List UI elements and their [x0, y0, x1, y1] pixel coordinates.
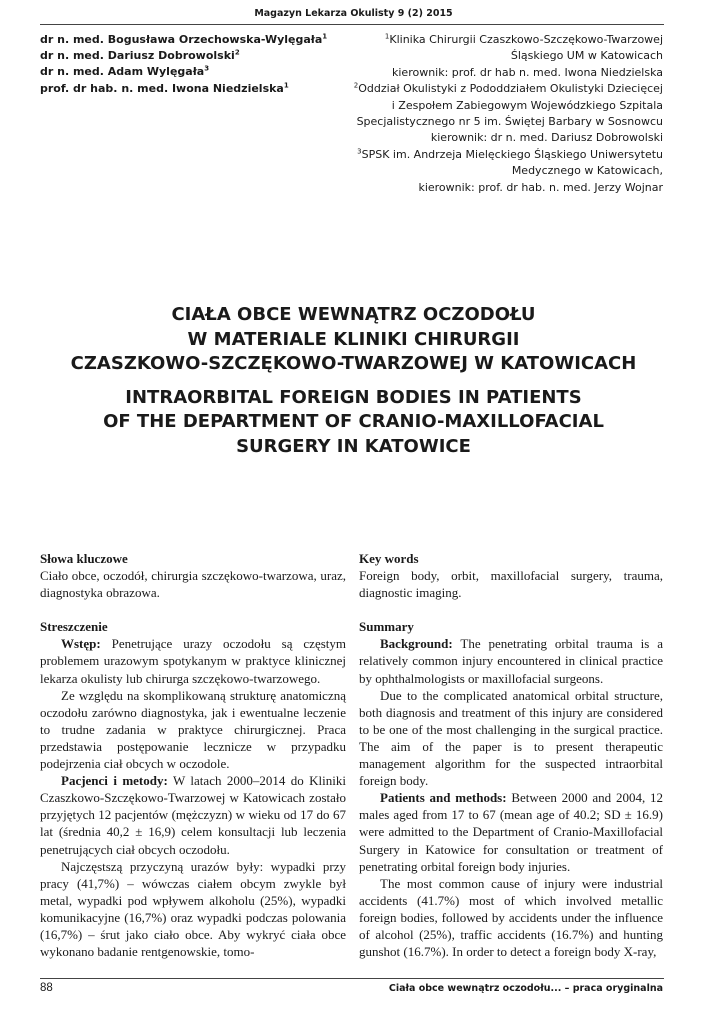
keywords-heading-pl: Słowa kluczowe	[40, 551, 128, 566]
affiliation-line: i Zespołem Zabiegowym Wojewódzkiego Szpitala	[391, 98, 663, 112]
affiliation-list	[333, 32, 663, 196]
summary-heading-en: Summary	[359, 619, 414, 635]
title-pl-line: W MATERIALE KLINIKI CHIRURGII	[187, 328, 520, 350]
english-summary-column	[359, 550, 663, 960]
summary-paragraph: Patients and methods: Between 2000 and 2004, 12 males aged from 17 to 67 (mean age of 40.2; SD ± 16.9) were admitted to the Department of Cranio-Maxillofacial Surgery in Katowice for consultation or treatment of penetrating orbital foreign body injuries.	[359, 790, 663, 874]
title-pl-line: CIAŁA OBCE WEWNĄTRZ OCZODOŁU	[171, 304, 536, 325]
affiliation-line: $^3$SPSK im. Andrzeja Mielęckiego Śląskiego Uniwersytetu	[357, 147, 663, 161]
journal-header: Magazyn Lekarza Okulisty 9 (2) 2015	[254, 8, 453, 19]
author-4: prof. dr hab. n. med. Iwona Niedzielska$^1$	[40, 80, 289, 95]
author-1: dr n. med. Bogusława Orzechowska-Wylęgała$^1$	[40, 32, 328, 46]
title-pl-line: CZASZKOWO-SZCZĘKOWO-TWARZOWEJ W KATOWICACH	[70, 353, 637, 374]
summary-paragraph: Due to the complicated anatomical orbital structure, both diagnosis and treatment of this injury are considered to be one of the most challenging in the surgical practice. The aim of the paper is to present therapeutic management algorithm for the suspected intraorbital foreign body.	[359, 687, 663, 789]
title-en-line: SURGERY IN KATOWICE	[236, 435, 471, 457]
keywords-pl: Ciało obce, oczodół, chirurgia szczękowo-twarzowa, uraz, diagnostyka obrazowa.	[40, 568, 346, 601]
title-en-line: INTRAORBITAL FOREIGN BODIES IN PATIENTS	[125, 386, 582, 408]
summary-paragraph: The most common cause of injury were industrial accidents (41.7%) most of which involved metallic foreign bodies, followed by accidents under the influence of alcohol (25%), traffic accidents (16.7%) and hunting gunshot (16.7%). In order to detect a foreign body X-ray,	[359, 875, 663, 960]
abstract-paragraph: Ze względu na skomplikowaną strukturę anatomiczną oczodołu zarówno diagnostyka, jak i ewentualne leczenie to trudne zadania w praktyce chirurgicznej. Praca przedstawia postępowanie lecznicze w przypadku podejrzenia ciał obcych w oczodole.	[40, 687, 346, 772]
author-list	[40, 32, 330, 97]
affiliation-line: Specjalistycznego nr 5 im. Świętej Barbary w Sosnowcu	[356, 115, 663, 129]
affiliation-line: Śląskiego UM w Katowicach	[510, 49, 663, 63]
summary-paragraph: Background: The penetrating orbital trauma is a relatively common injury encountered in clinical practice by ophthalmologists or maxillofacial surgeons.	[359, 636, 663, 686]
header-divider	[40, 24, 664, 25]
article-title	[0, 303, 707, 459]
footer-divider	[40, 978, 664, 979]
keywords-en: Foreign body, orbit, maxillofacial surgery, trauma, diagnostic imaging.	[359, 568, 663, 601]
page-number: 88	[40, 982, 53, 994]
affiliation-line: $^2$Oddział Okulistyki z Pododdziałem Okulistyki Dziecięcej	[353, 81, 663, 96]
affiliation-line: kierownik: prof. dr hab n. med. Iwona Niedzielska	[392, 65, 663, 79]
polish-abstract-column	[40, 550, 346, 960]
abstract-paragraph: Wstęp: Penetrujące urazy oczodołu są częstym problemem urazowym spotykanym w praktyce klinicznej lekarza okulisty lub chirurga szczękowo-twarzowego.	[40, 636, 346, 686]
affiliation-line: Medycznego w Katowicach,	[511, 164, 663, 178]
author-2: dr n. med. Dariusz Dobrowolski$^2$	[40, 48, 240, 63]
title-en-line: OF THE DEPARTMENT OF CRANIO-MAXILLOFACIAL	[103, 411, 604, 432]
abstract-paragraph: Najczęstszą przyczyną urazów były: wypadki przy pracy (41,7%) – wówczas ciałem obcym zwykle był metal, wypadki pod wpływem alkoholu (25%), wypadki komunikacyjne (16,7%) oraz wypadki podczas polowania (16,7%) – śrut jako ciało obce. Aby wykryć ciała obce wykonano badanie rentgenowskie, tomo-	[40, 858, 346, 960]
affiliation-line: kierownik: dr n. med. Dariusz Dobrowolski	[430, 131, 663, 145]
author-3: dr n. med. Adam Wylęgała$^3$	[40, 64, 210, 79]
abstract-paragraph: Pacjenci i metody: W latach 2000–2014 do Kliniki Czaszkowo-Szczękowo-Twarzowej w Katowicach zostało przyjętych 12 pacjentów (mężczyzn) w wieku od 17 do 67 lat (średnia 40,2 ± 16,9) celem konsultacji lub leczenia penetrujących ciał obcych oczodołu.	[40, 773, 346, 857]
keywords-heading-en: Key words	[359, 551, 419, 566]
running-title: Ciała obce wewnątrz oczodołu... – praca oryginalna	[388, 983, 663, 994]
affiliation-line: $^1$Klinika Chirurgii Czaszkowo-Szczękowo-Twarzowej	[384, 32, 663, 46]
affiliation-line: kierownik: prof. dr hab. n. med. Jerzy Wojnar	[418, 180, 663, 194]
abstract-heading-pl: Streszczenie	[40, 619, 108, 635]
